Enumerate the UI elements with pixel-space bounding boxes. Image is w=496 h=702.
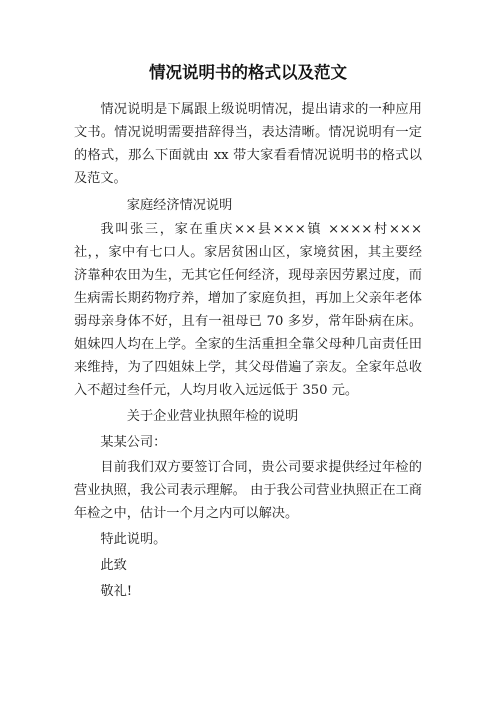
example2-title: 关于企业营业执照年检的说明 — [126, 409, 299, 424]
example2-closing-statement: 特此说明。 — [100, 532, 167, 547]
example1-body: 我叫张三，家在重庆××县×××镇 ××××村×××社，，家中有七口人。家居贫困山区，家境贫困，其主要经济靠种农田为生，无其它任何经济，现母亲因劳累过度，而生病需长期药物疗养，增加了家庭负担，再加上父亲年老体弱母亲身体不好，且有一祖母已 70 多岁，常年卧病在床。姐妹四人均在上学。全家的生活重担全靠父母种几亩责任田来维持，为了四姐妹上学，其父母借遍了亲友。全家年总收入不超过叁仟元，人均月收入远远低于 350 元。 — [74, 222, 422, 398]
document-title: 情况说明书的格式以及范文 — [149, 63, 347, 82]
example2-closing-salute: 敬礼! — [100, 584, 133, 599]
intro-paragraph: 情况说明是下属跟上级说明情况，提出请求的一种应用文书。情况说明需要措辞得当，表达清晰。情况说明有一定的格式，那么下面就由 xx 带大家看看情况说明书的格式以及范文。 — [74, 102, 422, 186]
example2-salutation: 某某公司： — [100, 435, 167, 450]
document-page — [74, 58, 422, 605]
example2-closing-greeting: 此致 — [100, 558, 127, 573]
example2-body: 目前我们双方要签订合同，贵公司要求提供经过年检的营业执照，我公司表示理解。 由于我公司营业执照正在工商年检之中，估计一个月之内可以解决。 — [74, 460, 422, 521]
example1-title: 家庭经济情况说明 — [126, 198, 233, 213]
